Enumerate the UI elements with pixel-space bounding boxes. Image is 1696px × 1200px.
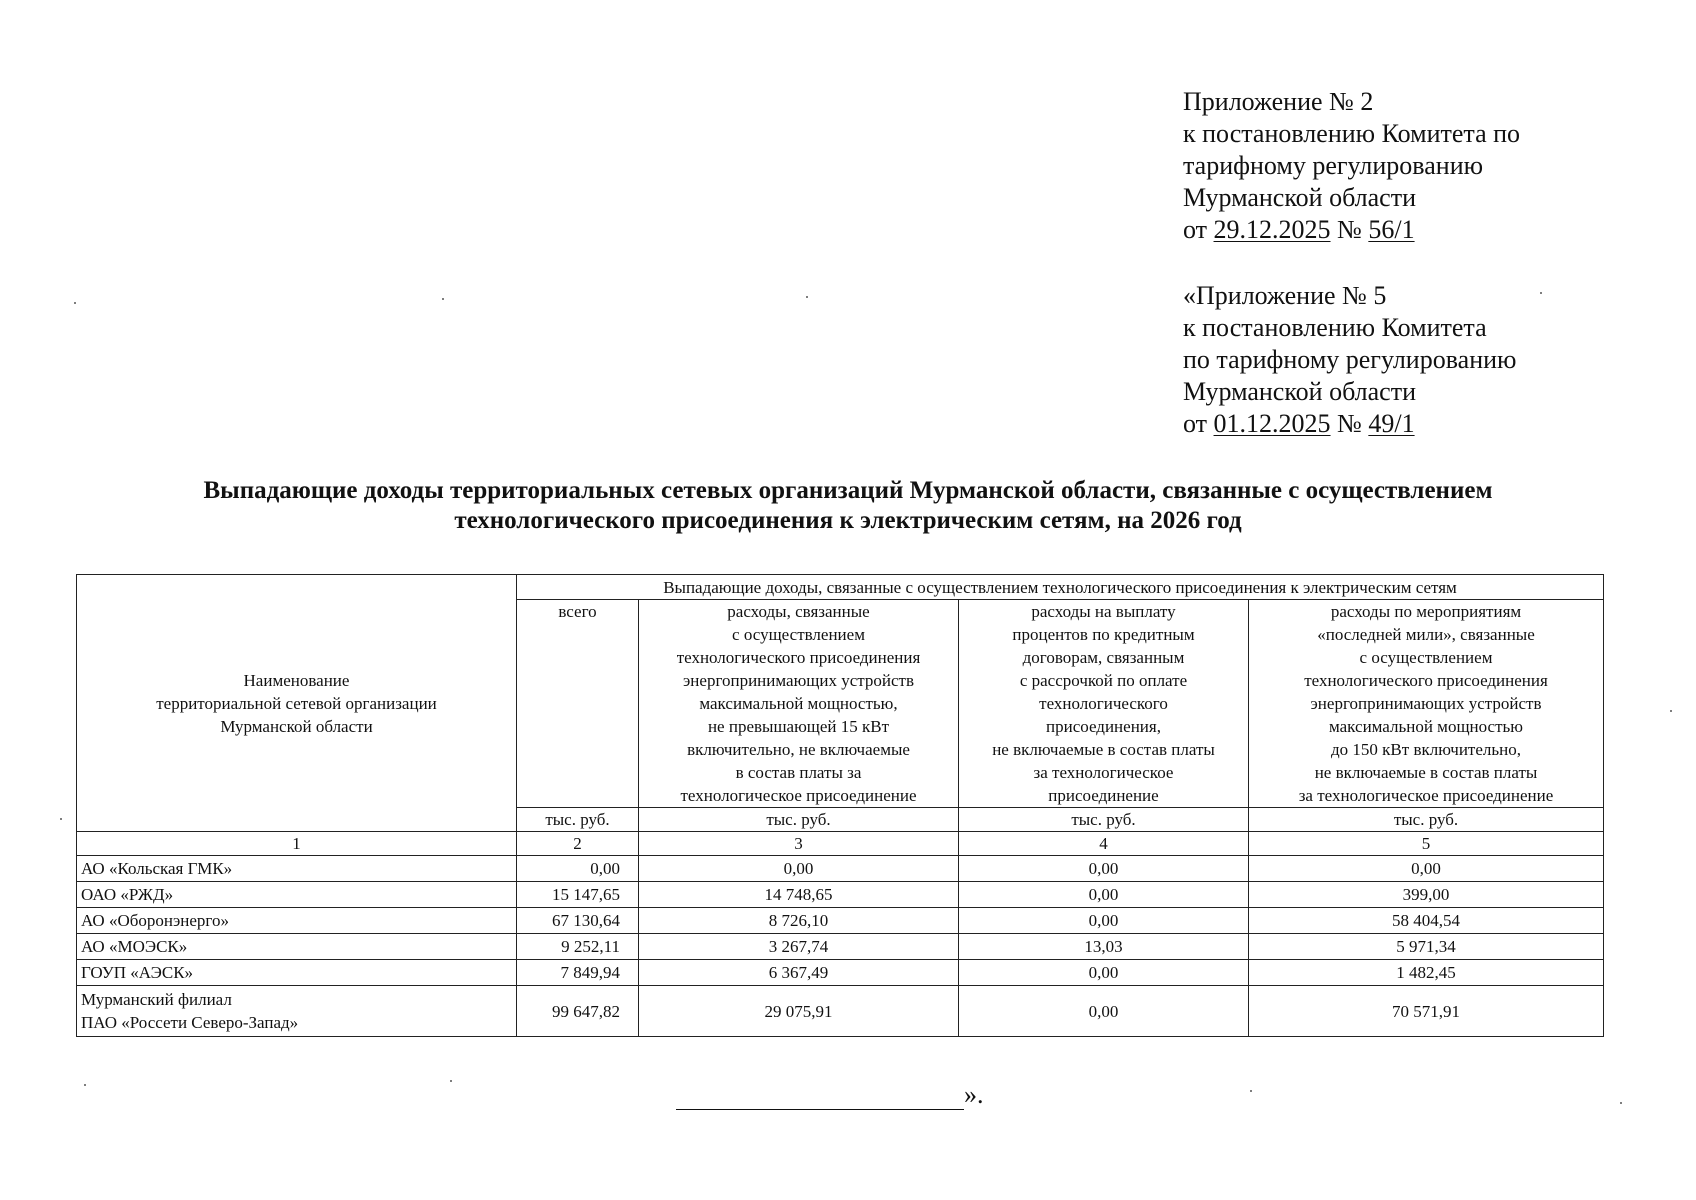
header-org-name: Наименование территориальной сетевой организации Мурманской области (77, 575, 517, 832)
annex-current-date-line (1183, 214, 1520, 246)
scan-speck (74, 302, 76, 304)
annex-current-date-prefix: от (1183, 215, 1208, 244)
closing-mark (676, 1080, 984, 1110)
header-group: Выпадающие доходы, связанные с осуществлением технологического присоединения к электрическим сетям (517, 575, 1604, 600)
annex-current-line4: Мурманской области (1183, 183, 1416, 212)
closing-quote: ». (964, 1080, 984, 1109)
unit-label: тыс. руб. (517, 808, 639, 832)
annex-amended-line2: к постановлению Комитета (1183, 313, 1487, 342)
lost-revenue-table (76, 574, 1604, 1037)
table-row: Мурманский филиал ПАО «Россети Северо-Запад» 99 647,82 29 075,91 0,00 70 571,91 (77, 986, 1604, 1037)
annex-current-date: 29.12.2025 (1213, 215, 1331, 244)
table-row: АО «МОЭСК» 9 252,11 3 267,74 13,03 5 971,34 (77, 934, 1604, 960)
annex-current-number: 56/1 (1368, 215, 1415, 244)
annex-amended-date-prefix: от (1183, 409, 1208, 438)
table-row: ОАО «РЖД» 15 147,65 14 748,65 0,00 399,00 (77, 882, 1604, 908)
scan-speck (60, 818, 62, 820)
unit-label: тыс. руб. (639, 808, 959, 832)
header-col4: расходы на выплату процентов по кредитным договорам, связанным с рассрочкой по оплате технологического присоединения, не включаемые в состав платы за технологическое присоединение (959, 600, 1249, 808)
scan-speck (1670, 710, 1672, 712)
table-row: АО «Кольская ГМК» 0,00 0,00 0,00 0,00 (77, 856, 1604, 882)
title-line2: технологического присоединения к электрическим сетям, на 2026 год (454, 507, 1242, 534)
signature-line (676, 1081, 964, 1110)
annex-current-block (1183, 86, 1520, 246)
scan-speck (84, 1084, 86, 1086)
scan-speck (450, 1080, 452, 1082)
table-row: ГОУП «АЭСК» 7 849,94 6 367,49 0,00 1 482,45 (77, 960, 1604, 986)
annex-amended-line4: Мурманской области (1183, 377, 1416, 406)
annex-amended-number: 49/1 (1368, 409, 1415, 438)
document-title (60, 476, 1636, 536)
annex-current-number-prefix: № (1337, 215, 1362, 244)
annex-amended-date: 01.12.2025 (1213, 409, 1331, 438)
header-col3: расходы, связанные с осуществлением технологического присоединения энергопринимающих устройств максимальной мощностью, не превышающей 15 кВт включительно, не включаемые в состав платы за технологическое присоединение (639, 600, 959, 808)
annex-amended-number-prefix: № (1337, 409, 1362, 438)
annex-amended-line1: «Приложение № 5 (1183, 281, 1387, 310)
header-total: всего (517, 600, 639, 808)
table-row: АО «Оборонэнерго» 67 130,64 8 726,10 0,00 58 404,54 (77, 908, 1604, 934)
scan-speck (1540, 292, 1542, 294)
annex-amended-date-line (1183, 408, 1516, 440)
unit-label: тыс. руб. (959, 808, 1249, 832)
scan-speck (1620, 1102, 1622, 1104)
unit-label: тыс. руб. (1249, 808, 1604, 832)
title-line1: Выпадающие доходы территориальных сетевых организаций Мурманской области, связанные с осуществлением (203, 477, 1493, 504)
annex-current-line1: Приложение № 2 (1183, 87, 1374, 116)
annex-amended-line3: по тарифному регулированию (1183, 345, 1517, 374)
annex-current-line3: тарифному регулированию (1183, 151, 1484, 180)
annex-amended-block (1183, 280, 1516, 440)
column-index-row: 1 2 3 4 5 (77, 832, 1604, 856)
scan-speck (442, 298, 444, 300)
scan-speck (806, 296, 808, 298)
header-col5: расходы по мероприятиям «последней мили», связанные с осуществлением технологического присоединения энергопринимающих устройств максимальной мощностью до 150 кВт включительно, не включаемые в состав платы за технологическое присоединение (1249, 600, 1604, 808)
annex-current-line2: к постановлению Комитета по (1183, 119, 1521, 148)
scan-speck (1250, 1090, 1252, 1092)
